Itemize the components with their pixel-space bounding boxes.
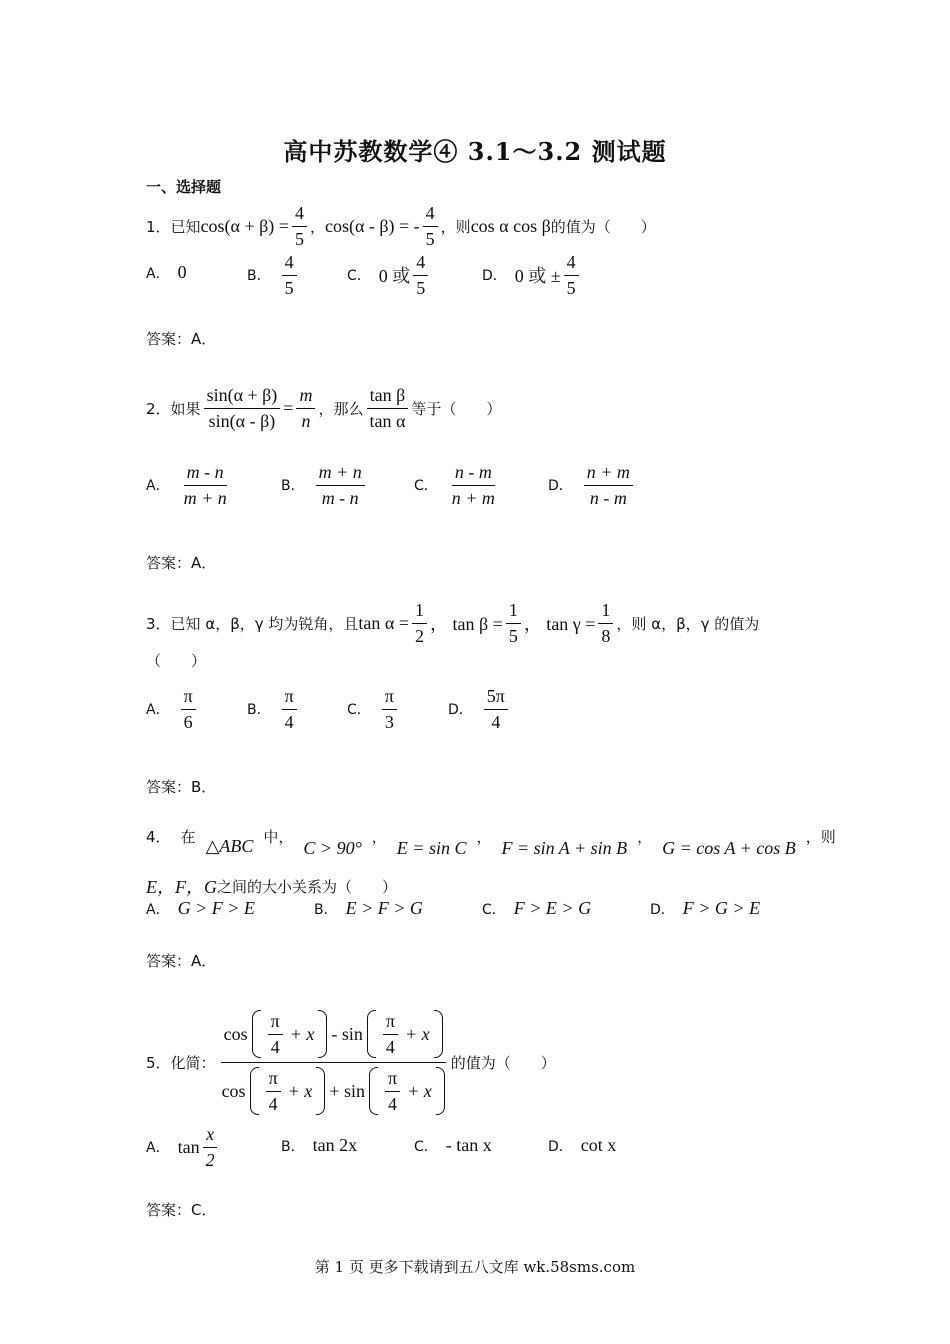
option-c: C． - tan x (414, 1135, 492, 1155)
question-4: 4． 在 △ABC 中， C > 90° ， E = sin C ， F = sin A + sin B ， G = cos A + cos B ，则 (146, 828, 836, 858)
option-c: C． 0 或 $\frac{4}{5}$ (347, 252, 431, 298)
big-fraction: cos $\frac{\pi}{4}$ + x - sin $\frac{\pi}{4}$ + x cos $\frac{\pi}{4}$ + x + sin $\frac{\pi}{4}$ + x (219, 1010, 448, 1115)
option-a: A． 0 (146, 262, 187, 282)
question-1: 1． 已知 cos(α + β) = $\frac{4}{5}$ ， cos(α - β) = - $\frac{4}{5}$ ，则 cos α cos β 的值为（ ） (146, 203, 656, 249)
page-footer: 第 1 页 更多下载请到五八文库 wk.58sms.com (314, 1258, 636, 1276)
option-a: A． tan $\frac{x}{2}$ (146, 1124, 221, 1170)
option-a: A． $\frac{m - n}{m + n}$ (146, 462, 227, 508)
option-b: B． tan 2x (281, 1135, 358, 1155)
page-title: 高中苏教数学④ 3.1～3.2 测试题 (283, 137, 667, 166)
option-d: D． $\frac{5\pi}{4}$ (448, 686, 511, 732)
section-heading: 一、选择题 (146, 178, 222, 196)
option-b: B． $\frac{\pi}{4}$ (247, 686, 300, 732)
option-b: B． E > F > G (314, 898, 423, 918)
option-c: C． $\frac{n - m}{n + m}$ (414, 462, 495, 508)
answer-1: 答案：A． (146, 330, 217, 348)
answer-5: 答案：C． (146, 1201, 217, 1219)
answer-4: 答案：A． (146, 952, 217, 970)
fraction: $\frac{4}{5}$ (423, 203, 438, 249)
option-b: B． $\frac{4}{5}$ (247, 252, 300, 298)
question-4-line2: E，F，G 之间的大小关系为（ ） (146, 877, 398, 897)
option-b: B． $\frac{m + n}{m - n}$ (281, 462, 368, 508)
option-d: D． $\frac{n + m}{n - m}$ (548, 462, 636, 508)
option-c: C． $\frac{\pi}{3}$ (347, 686, 400, 732)
question-5: 5． 化简： cos $\frac{\pi}{4}$ + x - sin $\frac{\pi}{4}$ + x cos $\frac{\pi}{4}$ + x + sin $\frac{\pi}{4}$ + x 的值为（ ） (146, 1010, 556, 1114)
answer-2: 答案：A． (146, 554, 217, 572)
option-a: A． $\frac{\pi}{6}$ (146, 686, 199, 732)
fraction: $\frac{4}{5}$ (292, 203, 307, 249)
option-d: D． 0 或 ± $\frac{4}{5}$ (482, 252, 582, 298)
option-c: C． F > E > G (482, 898, 592, 918)
question-3: 3． 已知 α，β，γ 均为锐角，且 tan α = $\frac{1}{2}$ ， tan β = $\frac{1}{5}$ ， tan γ = $\frac{1}{8}$ ，则 α，β，γ 的值为 (146, 600, 760, 646)
question-2: 2． 如果 $\frac{\sin(\alpha + \beta)}{\sin(\alpha - \beta)}$ = $\frac{m}{n}$ ，那么 $\frac{\text{tan β}}{\text{tan α}}$ 等于（ ） (146, 385, 502, 431)
question-3-paren: （ ） (146, 652, 207, 670)
answer-3: 答案：B． (146, 778, 217, 796)
option-a: A． G > F > E (146, 898, 255, 918)
option-d: D． F > G > E (650, 898, 761, 918)
option-d: D． cot x (548, 1135, 617, 1155)
